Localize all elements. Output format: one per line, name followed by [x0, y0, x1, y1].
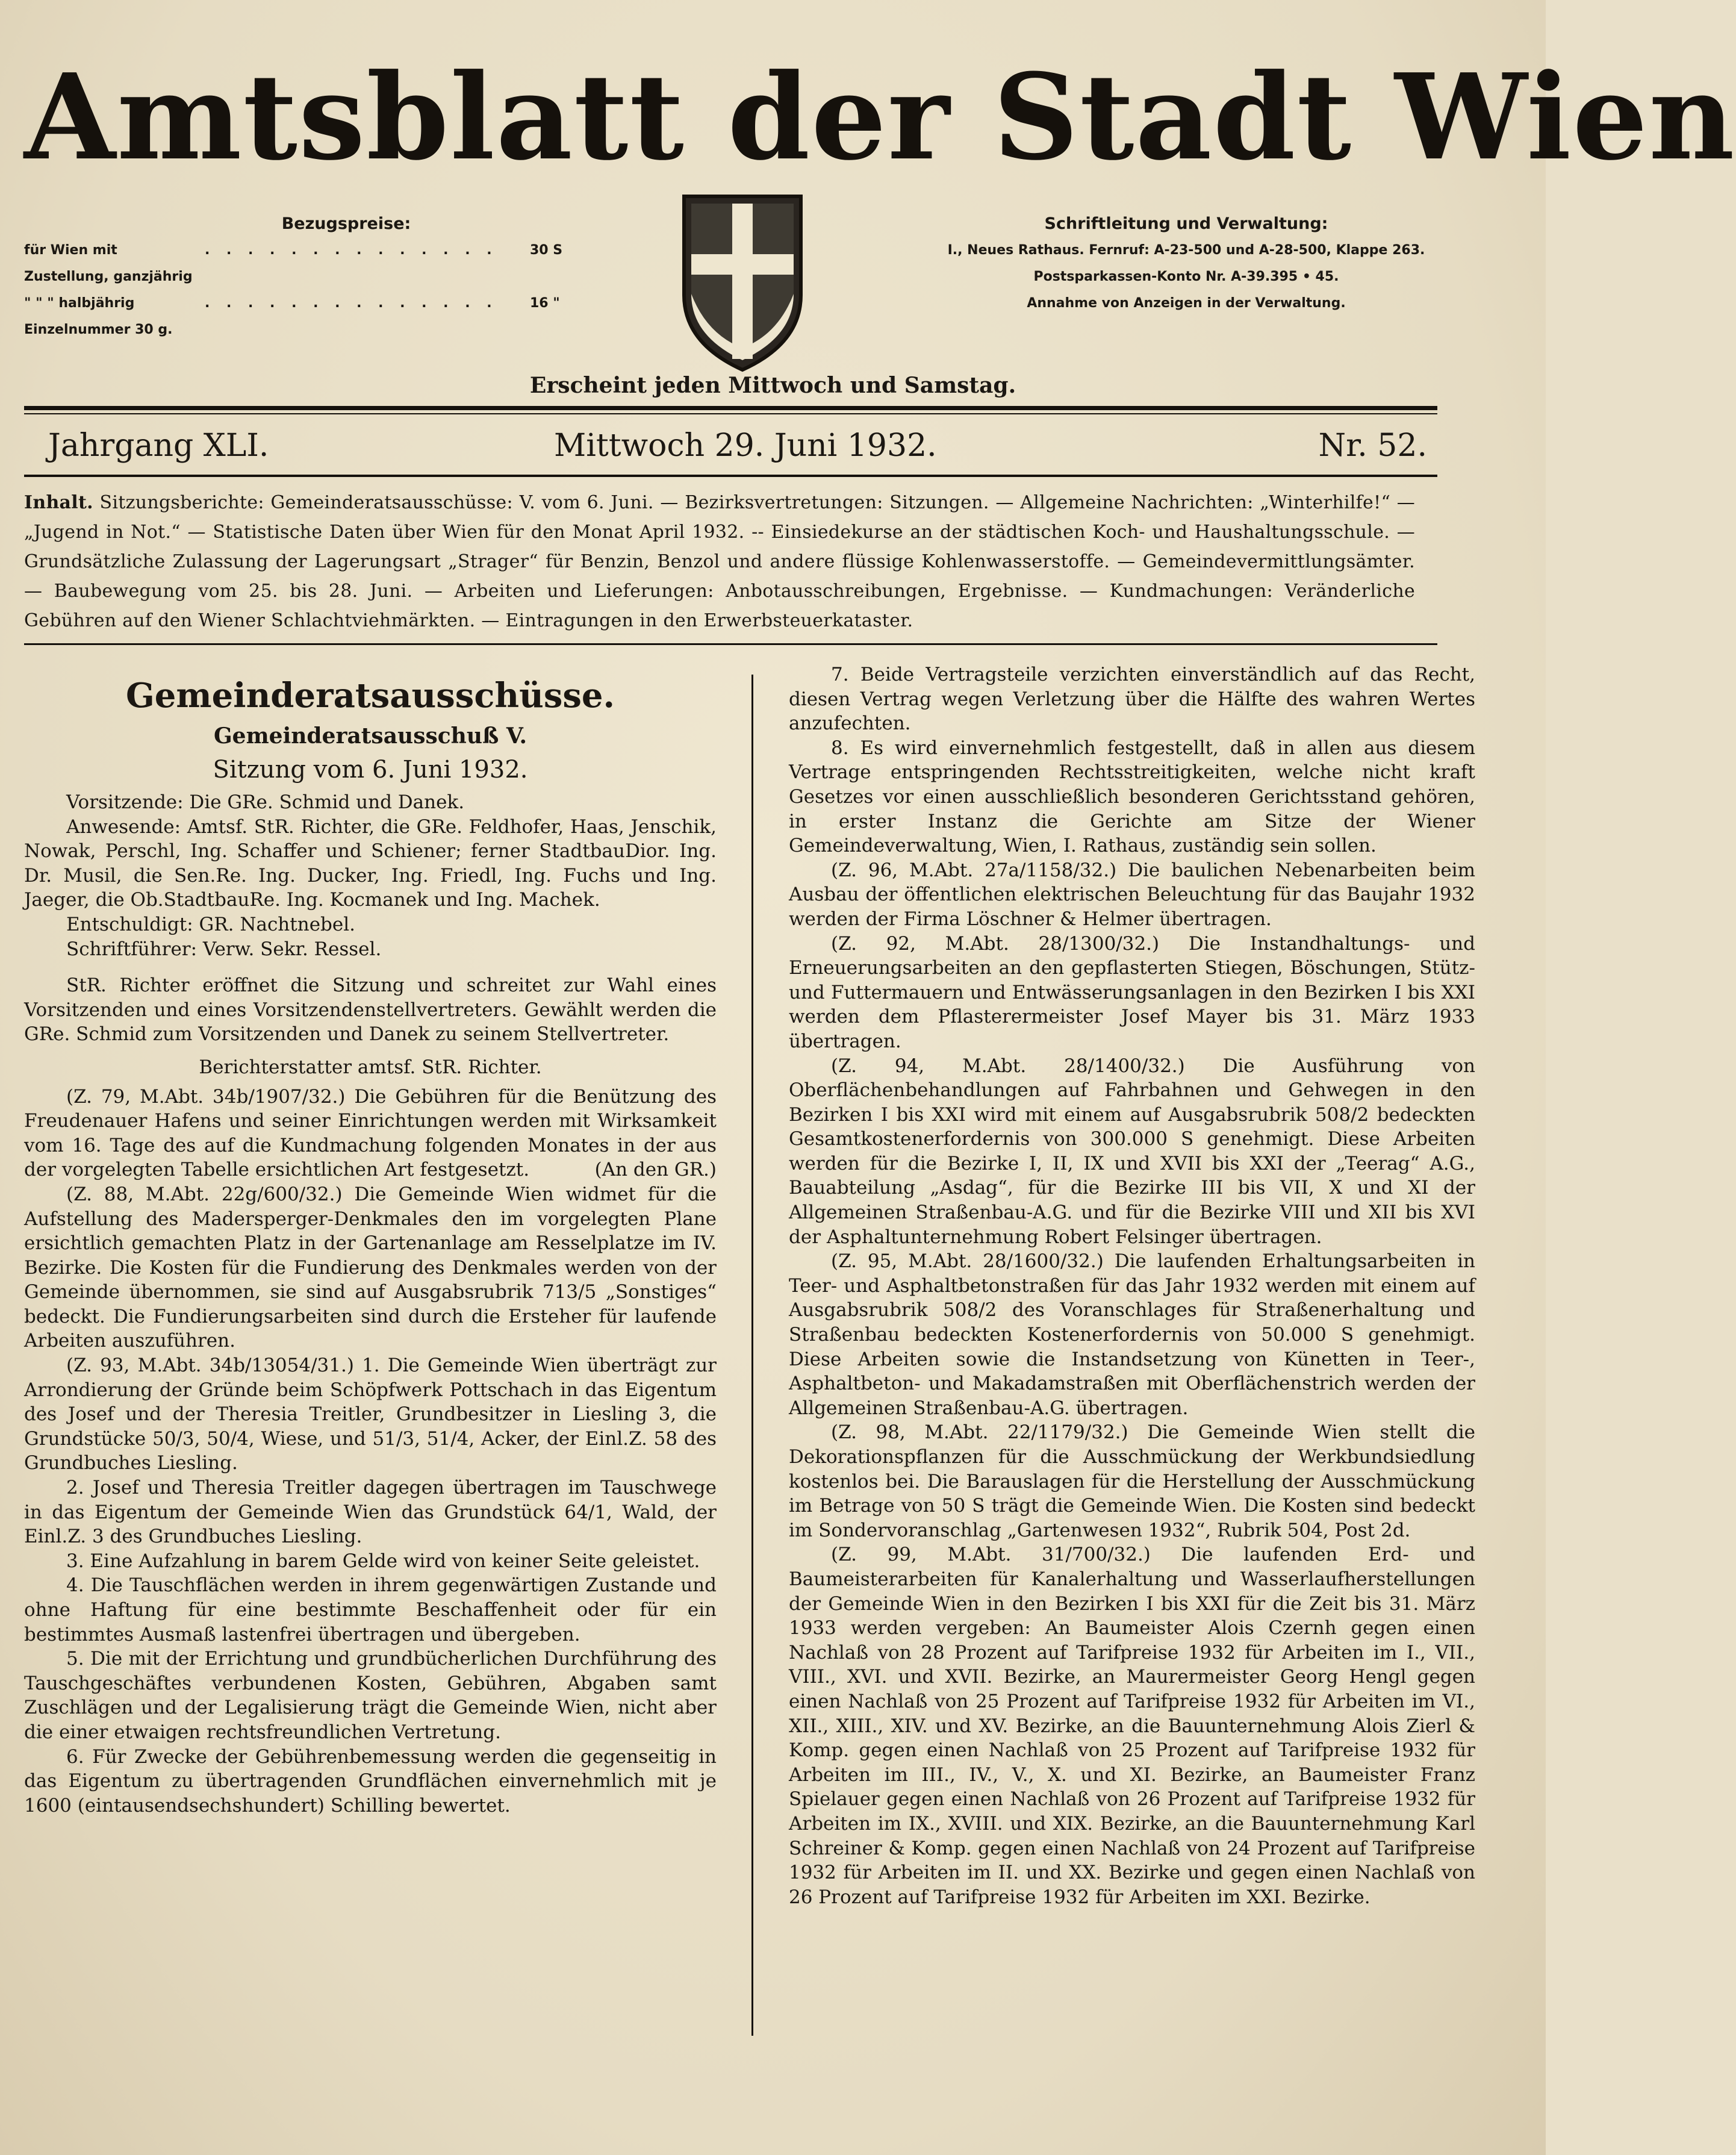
column-divider [751, 675, 753, 2036]
rule-under-contents [24, 643, 1437, 645]
leader-dots: . . . . . . . . . . . . . . [205, 243, 498, 258]
left-column [24, 663, 717, 1818]
item-79-text: (Z. 79, M.Abt. 34b/1907/32.) Die Gebühren für die Benützung des Freudenauer Hafens und seiner Einrichtungen werden mit Wirksamkeit vom 16. Tage des auf die Kundmachung folgenden Monates in der aus der vorgelegten Tabelle ersichtlichen Art festgesetzt. [24, 1085, 717, 1181]
committee-title: Gemeinderatsausschuß V. [213, 723, 527, 749]
item-93-point-5: 5. Die mit der Errichtung und grundbücherlichen Durchführung des Tauschgeschäftes verbundenen Kosten, Gebühren, Abgaben samt Zuschlägen und der Legalisierung trägt die Gemeinde Wien, nicht aber die einer etwaigen rechtsfreundlichen Vertretung. [24, 1648, 717, 1743]
item-93-point-2: 2. Josef und Theresia Treitler dagegen übertragen im Tauschwege in das Eigentum der Gemeinde Wien das Grundstück 64/1, Wald, der Einl.Z. 3 des Grundbuches Liesling. [24, 1477, 717, 1548]
subscription-heading: Bezugspreise: [281, 214, 411, 233]
item-93-point-4: 4. Die Tauschflächen werden in ihrem gegenwärtigen Zustande und ohne Haftung für eine bestimmte Beschaffenheit oder für ein bestimmtes Ausmaß lastenfrei übertragen und übergeben. [24, 1574, 717, 1645]
attendees-paragraph: Anwesende: Amtsf. StR. Richter, die GRe. Feldhofer, Haas, Jenschik, Nowak, Perschl, Ing. Schaffer und Schiener; ferner StadtbauDior. Ing. Dr. Musil, die Sen.Re. Ing. Ducker, Ing. Friedl, Ing. Fuchs und Ing. Jaeger, die Ob.StadtbauRe. Ing. Kocmanek und Ing. Machek. [24, 816, 717, 911]
item-96: (Z. 96, M.Abt. 27a/1158/32.) Die baulichen Nebenarbeiten beim Ausbau der öffentlichen elektrischen Beleuchtung für das Baujahr 1932 werden der Firma Löschner & Helmer übertragen. [789, 859, 1475, 930]
item-93: (Z. 93, M.Abt. 34b/13054/31.) 1. Die Gemeinde Wien überträgt zur Arrondierung der Gründe beim Schöpfwerk Pottschach in das Eigentum des Josef und der Theresia Treitler, Grundbesitzer in Liesling 3, die Grundstücke 50/3, 50/4, Wiese, und 51/3, 51/4, Acker, der Einl.Z. 58 des Grundbuches Liesling. [24, 1355, 717, 1474]
table-of-contents [24, 488, 1415, 635]
rule-thin [24, 413, 1437, 414]
volume-label: Jahrgang XLI. [48, 428, 269, 464]
single-issue-price: Einzelnummer 30 g. [24, 322, 173, 337]
editorial-address: I., Neues Rathaus. Fernruf: A-23-500 und A-28-500, Klappe 263. [947, 243, 1425, 258]
item-88: (Z. 88, M.Abt. 22g/600/32.) Die Gemeinde Wien widmet für die Aufstellung des Madersperger-Denkmales den im vorgelegten Plane ersichtlich gemachten Platz in der Gartenanlage am Resselplatze im IV. Bezirke. Die Kosten für die Fundierung des Denkmales werden von der Gemeinde übernommen, sie sind auf Ausgabsrubrik 713/5 „Sonstiges“ bedeckt. Die Fundierungsarbeiten sind durch die Ersteher für laufende Arbeiten auszuführen. [24, 1183, 717, 1352]
editorial-postal-account: Postsparkassen-Konto Nr. A-39.395 • 45. [1033, 269, 1339, 284]
item-93-point-3: 3. Eine Aufzahlung in barem Gelde wird von keiner Seite geleistet. [66, 1550, 700, 1572]
item-95: (Z. 95, M.Abt. 28/1600/32.) Die laufenden Erhaltungsarbeiten in Teer- und Asphaltbetonstraßen für das Jahr 1932 werden mit einem auf Ausgabsrubrik 508/2 des Voranschlages für Straßenerhaltung und Straßenbau bedeckten Kostenerfordernis von 50.000 S genehmigt. Diese Arbeiten sowie die Instandsetzung von Künetten in Teer-, Asphaltbeton- und Makadamstraßen mit Oberflächenstrich werden der Allgemeinen Straßenbau-A.G. übertragen. [789, 1250, 1475, 1419]
item-92: (Z. 92, M.Abt. 28/1300/32.) Die Instandhaltungs- und Erneuerungsarbeiten an den gepflasterten Stiegen, Böschungen, Stütz- und Futtermauern und Entwässerungsanlagen in den Bezirken I bis XXI werden dem Pflasterermeister Josef Mayer bis 31. März 1933 übertragen. [789, 932, 1475, 1052]
masthead-title: Amtsblatt der Stadt Wien [24, 48, 1736, 187]
price-amount: 16 " [530, 296, 560, 311]
editorial-office [897, 211, 1475, 317]
session-date: Sitzung vom 6. Juni 1932. [213, 756, 528, 784]
right-column [789, 663, 1475, 1909]
price-label: " " " halbjährig [24, 296, 135, 311]
item-93-point-8: 8. Es wird einvernehmlich festgestellt, daß in allen aus diesem Vertrage entspringenden Rechtsstreitigkeiten, welche nicht kraft Gesetzes vor einen ausschließlich besonderen Gerichtsstand gehören, in erster Instanz die Gerichte am Sitze der Wiener Gemeindeverwaltung, Wien, I. Rathaus, zuständig sein sollen. [789, 737, 1475, 857]
vienna-coat-of-arms-icon [680, 193, 804, 373]
dateline [48, 422, 1427, 470]
item-93-point-6: 6. Für Zwecke der Gebührenbemessung werden die gegenseitig in das Eigentum zu übertragenden Grundflächen einvernehmlich mit je 1600 (eintausendsechshundert) Schilling bewertet. [24, 1745, 717, 1817]
item-99: (Z. 99, M.Abt. 31/700/32.) Die laufenden Erd- und Baumeisterarbeiten für Kanalerhaltung und Wasserlaufherstellungen der Gemeinde Wien in den Bezirken I bis XXI für die Zeit bis 31. März 1933 werden vergeben: An Baumeister Alois Czernh gegen einen Nachlaß von 28 Prozent auf Tarifpreise 1932 für Arbeiten im I., VII., VIII., XVI. und XVII. Bezirke, an Maurermeister Georg Hengl gegen einen Nachlaß von 25 Prozent auf Tarifpreise 1932 für Arbeiten im VI., XII., XIII., XIV. und XV. Bezirke, an die Bauunternehmung Alois Zierl & Komp. gegen einen Nachlaß von 25 Prozent auf Tarifpreise 1932 für Arbeiten im III., IV., V., X. und XI. Bezirke, an Baumeister Franz Spielauer gegen einen Nachlaß von 26 Prozent auf Tarifpreise 1932 für Arbeiten im IX., XVIII. und XIX. Bezirke, an die Bauunternehmung Karl Schreiner & Komp. gegen einen Nachlaß von 24 Prozent auf Tarifpreise 1932 für Arbeiten im II. und XX. Bezirke und gegen einen Nachlaß von 26 Prozent auf Tarifpreise 1932 für Arbeiten im XXI. Bezirke. [789, 1544, 1475, 1908]
item-79 [24, 1085, 717, 1182]
contents-text: Sitzungsberichte: Gemeinderatsausschüsse: V. vom 6. Juni. — Bezirksvertretungen: Sitzungen. — Allgemeine Nachrichten: „Winterhilfe!“ — „Jugend in Not.“ — Statistische Daten über Wien für den Monat April 1932. -- Einsiedekurse an der städtischen Koch- und Haushaltungsschule. — Grundsätzliche Zulassung der Lagerungsart „Strager“ für Benzin, Benzol und andere flüssige Kohlenwasserstoffe. — Gemeindevermittlungsämter. — Baubewegung vom 25. bis 28. Juni. — Arbeiten und Lieferungen: Anbotausschreibungen, Ergebnisse. — Kundmachungen: Veränderliche Gebühren auf den Wiener Schlachtviehmärkten. — Eintragungen in den Erwerbsteuerkataster. [24, 492, 1415, 631]
chairs-line: Vorsitzende: Die GRe. Schmid und Danek. [66, 791, 465, 813]
contents-label: Inhalt. [24, 492, 93, 513]
item-93-point-7: 7. Beide Vertragsteile verzichten einverständlich auf das Recht, diesen Vertrag wegen Verletzung über die Hälfte des wahren Wertes anzufechten. [789, 664, 1475, 735]
editorial-heading: Schriftleitung und Verwaltung: [1044, 214, 1328, 233]
rule-thick [24, 406, 1437, 410]
issue-number: Nr. 52. [1318, 428, 1427, 464]
leader-dots: . . . . . . . . . . . . . . [205, 296, 498, 311]
subscription-prices [24, 211, 584, 343]
item-98: (Z. 98, M.Abt. 22/1179/32.) Die Gemeinde Wien stellt die Dekorationspflanzen für die Ausschmückung der Werkbundsiedlung kostenlos bei. Die Barauslagen für die Herstellung der Ausschmückung im Betrage von 50 S trägt die Gemeinde Wien. Die Kosten sind bedeckt im Sondervoranschlag „Gartenwesen 1932“, Rubrik 504, Post 2d. [789, 1421, 1475, 1541]
price-label: für Wien mit Zustellung, ganzjährig [24, 243, 193, 284]
opening-paragraph: StR. Richter eröffnet die Sitzung und schreitet zur Wahl eines Vorsitzenden und eines Vorsitzendenstellvertreters. Gewählt werden die GRe. Schmid zum Vorsitzenden und Danek zu seinem Stellvertreter. [24, 975, 717, 1046]
issue-date: Mittwoch 29. Juni 1932. [554, 428, 937, 464]
price-amount: 30 S [530, 243, 563, 258]
rule-under-dateline [24, 475, 1437, 477]
price-row-yearly [24, 237, 584, 290]
section-title: Gemeinderatsausschüsse. [125, 676, 615, 716]
price-row-halfyear [24, 290, 584, 317]
secretary-line: Schriftführer: Verw. Sekr. Ressel. [66, 938, 382, 960]
item-79-note: (An den GR.) [594, 1159, 717, 1181]
publication-schedule: Erscheint jeden Mittwoch und Samstag. [529, 373, 1016, 398]
item-94: (Z. 94, M.Abt. 28/1400/32.) Die Ausführung von Oberflächenbehandlungen auf Fahrbahnen und Gehwegen in den Bezirken I bis XXI wird mit einem auf Ausgabsrubrik 508/2 bedeckten Gesamtkostenerfordernis von 300.000 S genehmigt. Diese Arbeiten werden für die Bezirke I, II, IX und XVII bis XXI der „Teerag“ A.G., Bauabteilung „Asdag“, für die Bezirke III bis VII, X und XI der Allgemeinen Straßenbau-A.G. und für die Bezirke VIII und XII bis XVI der Asphaltunternehmung Robert Felsinger übertragen. [789, 1055, 1475, 1248]
reporter-line: Berichterstatter amtsf. StR. Richter. [199, 1056, 542, 1078]
editorial-ads-note: Annahme von Anzeigen in der Verwaltung. [1027, 296, 1346, 311]
excused-line: Entschuldigt: GR. Nachtnebel. [66, 913, 356, 935]
